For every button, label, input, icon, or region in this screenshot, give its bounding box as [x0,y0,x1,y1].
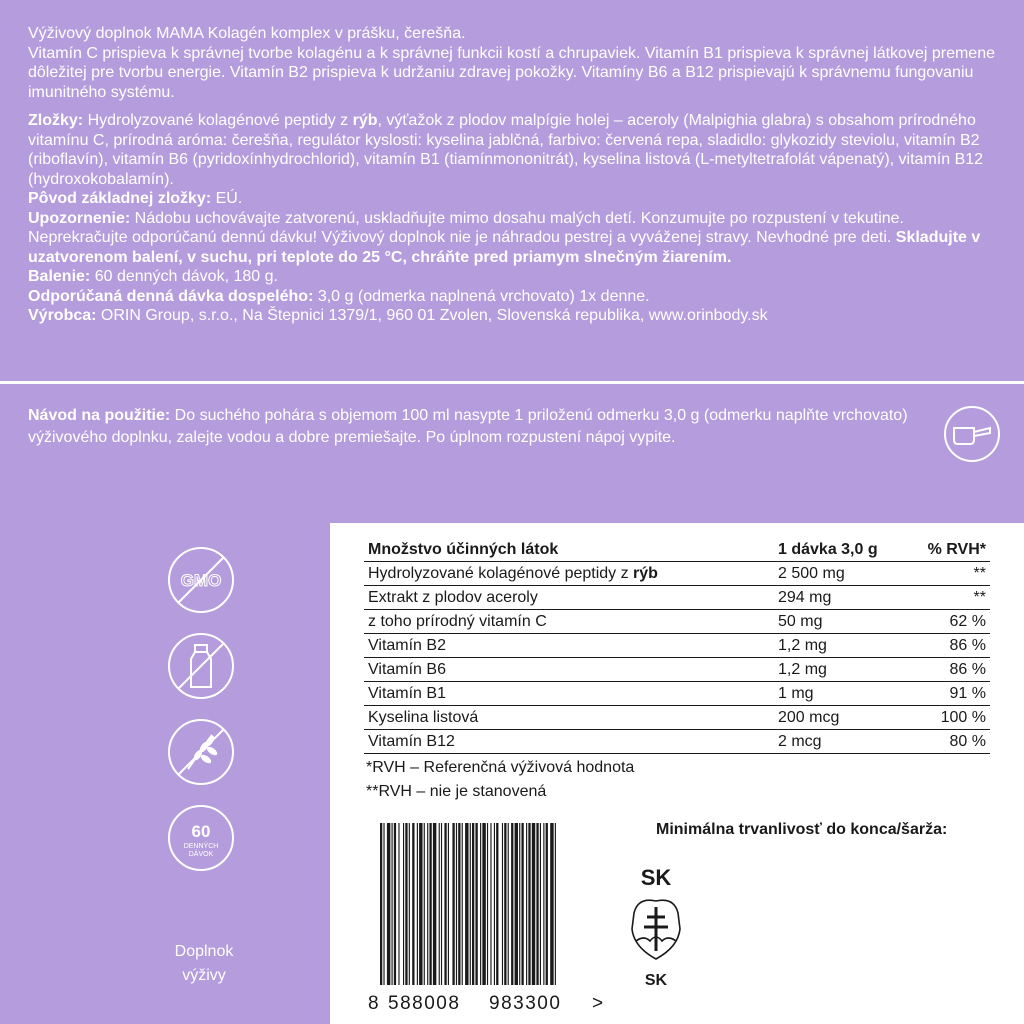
days-number: 60 [191,822,211,841]
table-row [364,658,990,682]
row-rvh: 86 % [902,634,990,658]
substance-name: Hydrolyzované kolagénové peptidy z [368,564,634,582]
days-line1: DENNÝCH [183,843,219,850]
barcode-bar [452,823,454,985]
barcode-bar [392,823,393,985]
substance-name: Vitamín B12 [368,732,455,750]
barcode-bar [508,823,509,985]
barcode-bar [441,823,442,985]
warning-text: Nádobu uchovávajte zatvorenú, uskladňujte mimo dosahu malých detí. Konzumujte po rozpustení v tekutine. Neprekračujte odporúčanú dennú dávku! Výživový doplnok nie je náhradou pestrej a vyváženej stravy. Nevhodné pre deti. [28,209,904,246]
instructions-text: Do suchého pohára s objemom 100 ml nasypte 1 priloženú odmerku 3,0 g (odmerku naplňte vrchovato) výživového doplnku, zalejte vodou a dobre premiešajte. Po úplnom rozpustení nápoj vypite. [28,407,908,446]
package-label: Balenie: [28,268,91,285]
row-amount: 2 500 mg [774,562,902,586]
barcode-bar [427,823,428,985]
row-amount: 200 mcg [774,706,902,730]
barcode-bar [482,823,485,985]
barcode-bar [448,823,449,985]
maker-label: Výrobca: [28,307,97,324]
warning [28,209,996,268]
package [28,267,996,287]
origin-value: EÚ. [211,190,243,207]
barcode-bar [480,823,481,985]
barcode-bar [444,823,446,985]
barcode-bar [496,823,498,985]
dose-value: 3,0 g (odmerka naplnená vrchovato) 1x denne. [313,287,650,305]
row-substance [364,706,774,730]
barcode-bar [472,823,474,985]
table-row [364,610,990,634]
barcode-bar [417,823,418,985]
barcode-bar [550,823,553,985]
barcode-bar [433,823,436,985]
dose-label: Odporúčaná denná dávka dospelého: [28,287,314,305]
intro-text: Vitamín C prispieva k správnej tvorbe kolagénu a k správnej funkcii kostí a chrupaviek. Vitamín B1 prispieva k správnej látkovej premene dôležitej pre tvorbu energie. Vitamín B2 prispieva k udržaniu zdravej pokožky. Vitamíny B6 a B12 prispievajú k správnemu fungovaniu imunitného systému. [28,44,995,101]
barcode-bar [543,823,544,985]
barcode-bar [475,823,477,985]
country-code-top: SK [640,865,672,890]
barcode-bar [487,823,488,985]
substance-name: z toho prírodný vitamín C [368,612,547,630]
barcode-bar [526,823,527,985]
daily-dose [28,287,996,307]
barcode-bar [490,823,491,985]
supplement-label [140,940,268,988]
barcode-lead-digit: 8 [368,993,379,1013]
table-row [364,634,990,658]
manufacturer [28,306,996,326]
maker-value: ORIN Group, s.r.o., Na Štepnici 1379/1, 960 01 Zvolen, Slovenská republika, www.orinbody.sk [96,307,768,324]
warning-label: Upozornenie: [28,209,131,227]
origin-label: Pôvod základnej zložky: [28,190,212,207]
barcode-bar [405,823,407,985]
barcode-bar [555,823,556,985]
row-amount: 1 mg [774,682,902,706]
nutrition-panel [330,523,1024,1024]
origin [28,189,996,209]
nutrition-table [364,539,990,754]
barcode-bars [380,823,556,985]
slovakia-icon [626,863,686,1003]
instructions-label: Návod na použitie: [28,407,171,424]
barcode-bar [511,823,513,985]
expiry-label: Minimálna trvanlivosť do konca/šarža: [656,821,948,838]
row-rvh: 80 % [902,730,990,754]
supplement-line1: Doplnok [174,943,234,960]
table-header-row [364,539,990,562]
table-row [364,586,990,610]
ingredients-text-a: Hydrolyzované kolagénové peptidy z [83,112,353,129]
barcode-bar [494,823,495,985]
table-row [364,730,990,754]
barcode-arrow: > [592,993,604,1013]
row-substance [364,658,774,682]
header-substance: Množstvo účinných látok [364,539,774,562]
barcode-bar [380,823,382,985]
header-dose: 1 dávka 3,0 g [774,539,902,562]
ingredients-text-b: , výťažok z plodov malpígie holej – aceroly (Malpighia glabra) s obsahom prírodného vitamínu C, prírodná aróma: čerešňa, regulátor kyslosti: kyselina jablčná, farbivo: červená repa, sladidlo: glykozidy steviolu, vitamín B2 (riboflavín), vitamín B6 (pyridoxínhydrochlorid), vitamín B1 (tiamínmononitrát), kyselina listová (L-metyltetrafolát vápenatý), vitamín B12 (hydroxokobalamín). [28,112,984,188]
country-code-bottom: SK [644,972,668,989]
row-amount: 50 mg [774,610,902,634]
storage-text: Skladujte v uzatvorenom balení, v suchu, pri teplote do 25 °C, chráňte pred priamym slnečným žiarením. [28,229,981,266]
rvh-note-2: **RVH – nie je stanovená [366,783,547,800]
barcode-bar [419,823,422,985]
row-substance [364,730,774,754]
table-row [364,682,990,706]
barcode-bar [458,823,460,985]
ingredients-fish: rýb [352,112,378,129]
barcode-bar [398,823,399,985]
barcode-bar [387,823,390,985]
barcode-bar [546,823,548,985]
table-row [364,706,990,730]
row-rvh: ** [902,586,990,610]
row-amount: 294 mg [774,586,902,610]
row-substance [364,682,774,706]
row-rvh: 62 % [902,610,990,634]
section-divider [0,381,1024,384]
substance-name: Vitamín B2 [368,636,446,654]
ingredients [28,111,996,189]
gmo-text: GMO [180,571,222,590]
substance-name: Vitamín B6 [368,660,446,678]
barcode-bar [412,823,414,985]
rvh-note-1: *RVH – Referenčná výživová hodnota [366,759,635,776]
substance-name-bold: rýb [633,564,658,582]
barcode-bar [470,823,471,985]
barcode-bar [394,823,396,985]
row-rvh: ** [902,562,990,586]
instructions [28,405,914,448]
barcode-bar [403,823,404,985]
barcode-bar [502,823,503,985]
row-substance [364,562,774,586]
barcode-bar [515,823,518,985]
package-value: 60 denných dávok, 180 g. [90,268,278,285]
no-milk-icon [166,631,236,701]
substance-name: Extrakt z plodov aceroly [368,588,538,606]
product-info [0,0,1024,380]
barcode-bar [424,823,425,985]
barcode-bar [504,823,506,985]
barcode-bar [536,823,538,985]
barcode-bar [439,823,440,985]
row-amount: 1,2 mg [774,634,902,658]
barcode-group-2: 983300 [489,993,562,1013]
row-rvh: 91 % [902,682,990,706]
barcode-bar [383,823,384,985]
barcode-bar [429,823,431,985]
scoop-icon [942,404,1002,464]
barcode-bar [532,823,535,985]
substance-name: Vitamín B1 [368,684,446,702]
barcode-bar [409,823,410,985]
days-line2: DÁVOK [188,851,214,858]
barcode-bar [456,823,457,985]
supplement-line2: výživy [182,967,226,984]
ingredients-label: Zložky: [28,112,84,129]
barcode-bar [465,823,468,985]
row-amount: 1,2 mg [774,658,902,682]
barcode-bar [462,823,463,985]
barcode-bar [540,823,541,985]
no-gluten-icon [166,717,236,787]
barcode [366,823,606,1013]
row-substance [364,634,774,658]
row-substance [364,586,774,610]
row-rvh: 100 % [902,706,990,730]
header-rvh: % RVH* [902,539,990,562]
substance-name: Kyselina listová [368,708,479,726]
barcode-bar [528,823,530,985]
row-substance [364,610,774,634]
barcode-group-1: 588008 [388,993,461,1013]
daily-doses-badge [166,803,236,873]
row-amount: 2 mcg [774,730,902,754]
row-rvh: 86 % [902,658,990,682]
product-title: Výživový doplnok MAMA Kolagén komplex v prášku, čerešňa. [28,25,466,42]
table-row [364,562,990,586]
barcode-bar [519,823,520,985]
no-gmo-icon [166,545,236,615]
barcode-bar [521,823,523,985]
